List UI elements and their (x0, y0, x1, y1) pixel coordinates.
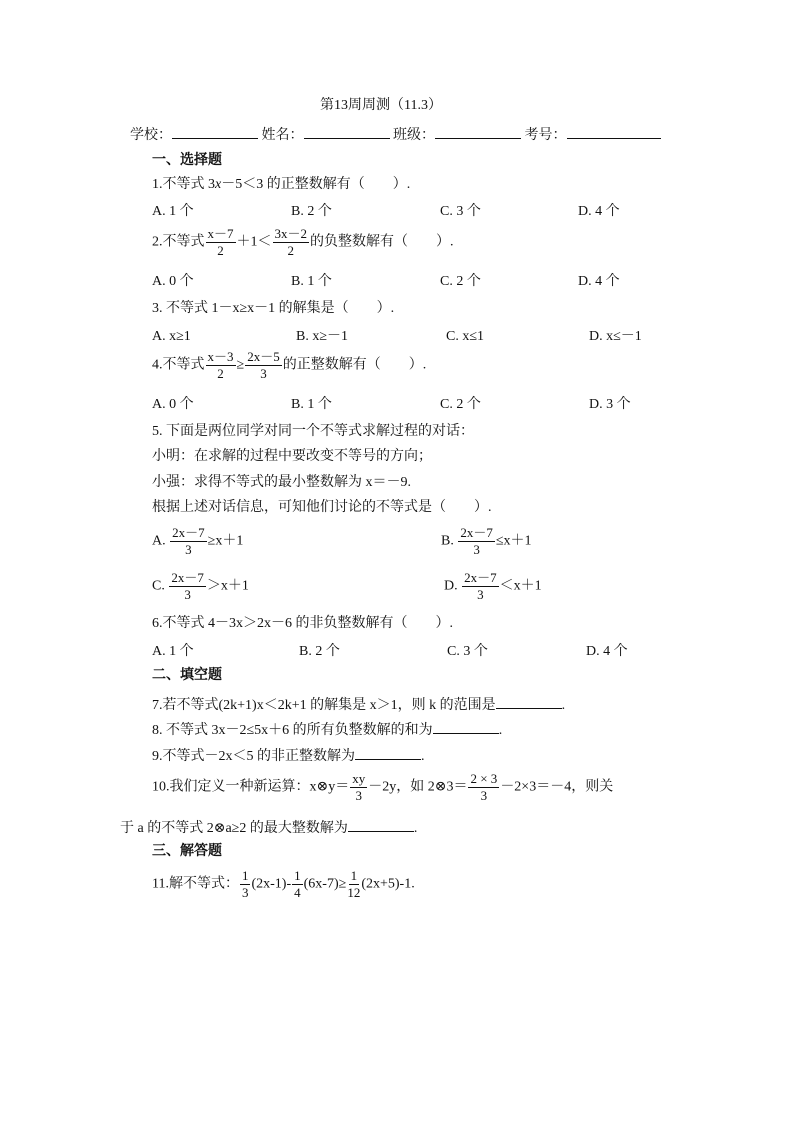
q3-option-a[interactable]: A. x≥1 (152, 329, 191, 344)
q9-answer-blank[interactable] (355, 747, 421, 760)
q6-option-d[interactable]: D. 4 个 (586, 644, 628, 659)
question-2: 2.不等式 $\frac{x-7}{2}$ ＋1＜ $\frac{3x-2}{2}$ 的负整数解有（ ）. (152, 226, 454, 258)
q1-option-d[interactable]: D. 4 个 (578, 204, 620, 219)
q2-fraction-2: $\frac{3x-2}{2}$ (274, 226, 308, 258)
school-label: 学校： (130, 128, 172, 143)
q5-option-d[interactable]: D. $\frac{2x-7}{3}$ ＜x＋1 (444, 570, 542, 602)
exam-no-label: 考号： (524, 128, 567, 143)
q10-fraction-2: $\frac{2 \times 3}{3}$ (470, 771, 498, 803)
question-3: 3. 不等式 1－x≥x－1 的解集是（ ）. (152, 301, 395, 316)
section-heading-solve: 三、解答题 (152, 844, 222, 859)
question-8: 8. 不等式 3x－2≤5x＋6 的所有负整数解的和为 . (152, 723, 503, 738)
q7-answer-blank[interactable] (496, 696, 562, 709)
school-field[interactable] (172, 126, 258, 139)
q6-option-a[interactable]: A. 1 个 (152, 644, 194, 659)
exam-no-field[interactable] (567, 126, 661, 139)
q10-answer-blank[interactable] (348, 819, 414, 832)
header-row (130, 126, 661, 143)
q2-option-c[interactable]: C. 2 个 (440, 274, 481, 289)
q5-option-c[interactable]: C. $\frac{2x-7}{3}$ ＞x＋1 (152, 570, 249, 602)
question-10: 10.我们定义一种新运算：x⊗y＝ $\frac{xy}{3}$ －2y，如 2⊗3＝ $\frac{2 \times 3}{3}$ －2×3＝－4，则关 (152, 771, 614, 803)
q1-option-a[interactable]: A. 1 个 (152, 204, 194, 219)
question-11: 11.解不等式： $\frac{1}{3}$ (2x-1)- $\frac{1}{4}$ (6x-7)≥ $\frac{1}{12}$ (2x+5)-1. (152, 868, 415, 900)
question-7: 7.若不等式(2k+1)x＜2k+1 的解集是 x＞1，则 k 的范围是 . (152, 698, 566, 713)
q1-option-c[interactable]: C. 3 个 (440, 204, 481, 219)
page-title: 第13周周测（11.3） (320, 98, 442, 113)
q6-option-b[interactable]: B. 2 个 (299, 644, 340, 659)
section-heading-choice: 一、选择题 (152, 153, 222, 168)
name-field[interactable] (304, 126, 390, 139)
q2-option-d[interactable]: D. 4 个 (578, 274, 620, 289)
section-heading-fill: 二、填空题 (152, 668, 222, 683)
q5-option-b[interactable]: B. $\frac{2x-7}{3}$ ≤x＋1 (441, 525, 532, 557)
q1-option-b[interactable]: B. 2 个 (291, 204, 332, 219)
q5-option-a[interactable]: A. $\frac{2x-7}{3}$ ≥x＋1 (152, 525, 244, 557)
q4-fraction-2: $\frac{2x-5}{3}$ (247, 349, 280, 381)
q4-option-b[interactable]: B. 1 个 (291, 397, 332, 412)
q5-dialogue-qiang: 小强：求得不等式的最小整数解为 x＝－9. (152, 475, 411, 490)
question-9: 9.不等式－2x＜5 的非正整数解为 . (152, 749, 425, 764)
q10-fraction-1: $\frac{xy}{3}$ (352, 771, 366, 803)
q2-fraction-1: $\frac{x-7}{2}$ (207, 226, 234, 258)
q5-dialogue-ming: 小明：在求解的过程中要改变不等号的方向； (152, 449, 432, 464)
question-6: 6.不等式 4－3x＞2x－6 的非负整数解有（ ）. (152, 616, 453, 631)
class-field[interactable] (435, 126, 521, 139)
q8-answer-blank[interactable] (433, 721, 499, 734)
question-4: 4.不等式 $\frac{x-3}{2}$ ≥ $\frac{2x-5}{3}$ 的正整数解有（ ）. (152, 349, 427, 381)
q6-option-c[interactable]: C. 3 个 (447, 644, 488, 659)
name-label: 姓名： (261, 128, 304, 143)
question-10-line-2: 于 a 的不等式 2⊗a≥2 的最大整数解为 . (120, 821, 418, 836)
q4-option-d[interactable]: D. 3 个 (589, 397, 631, 412)
question-1: 1.不等式 3x－5＜3 的正整数解有（ ）. (152, 177, 411, 192)
q5-question: 根据上述对话信息，可知他们讨论的不等式是（ ）. (152, 500, 492, 515)
q4-option-c[interactable]: C. 2 个 (440, 397, 481, 412)
q4-option-a[interactable]: A. 0 个 (152, 397, 194, 412)
q2-option-b[interactable]: B. 1 个 (291, 274, 332, 289)
q4-fraction-1: $\frac{x-3}{2}$ (207, 349, 234, 381)
q2-option-a[interactable]: A. 0 个 (152, 274, 194, 289)
question-5: 5. 下面是两位同学对同一个不等式求解过程的对话： (152, 424, 474, 439)
q3-option-d[interactable]: D. x≤－1 (589, 329, 642, 344)
q3-option-c[interactable]: C. x≤1 (446, 329, 485, 344)
q3-option-b[interactable]: B. x≥－1 (296, 329, 349, 344)
class-label: 班级： (393, 128, 435, 143)
